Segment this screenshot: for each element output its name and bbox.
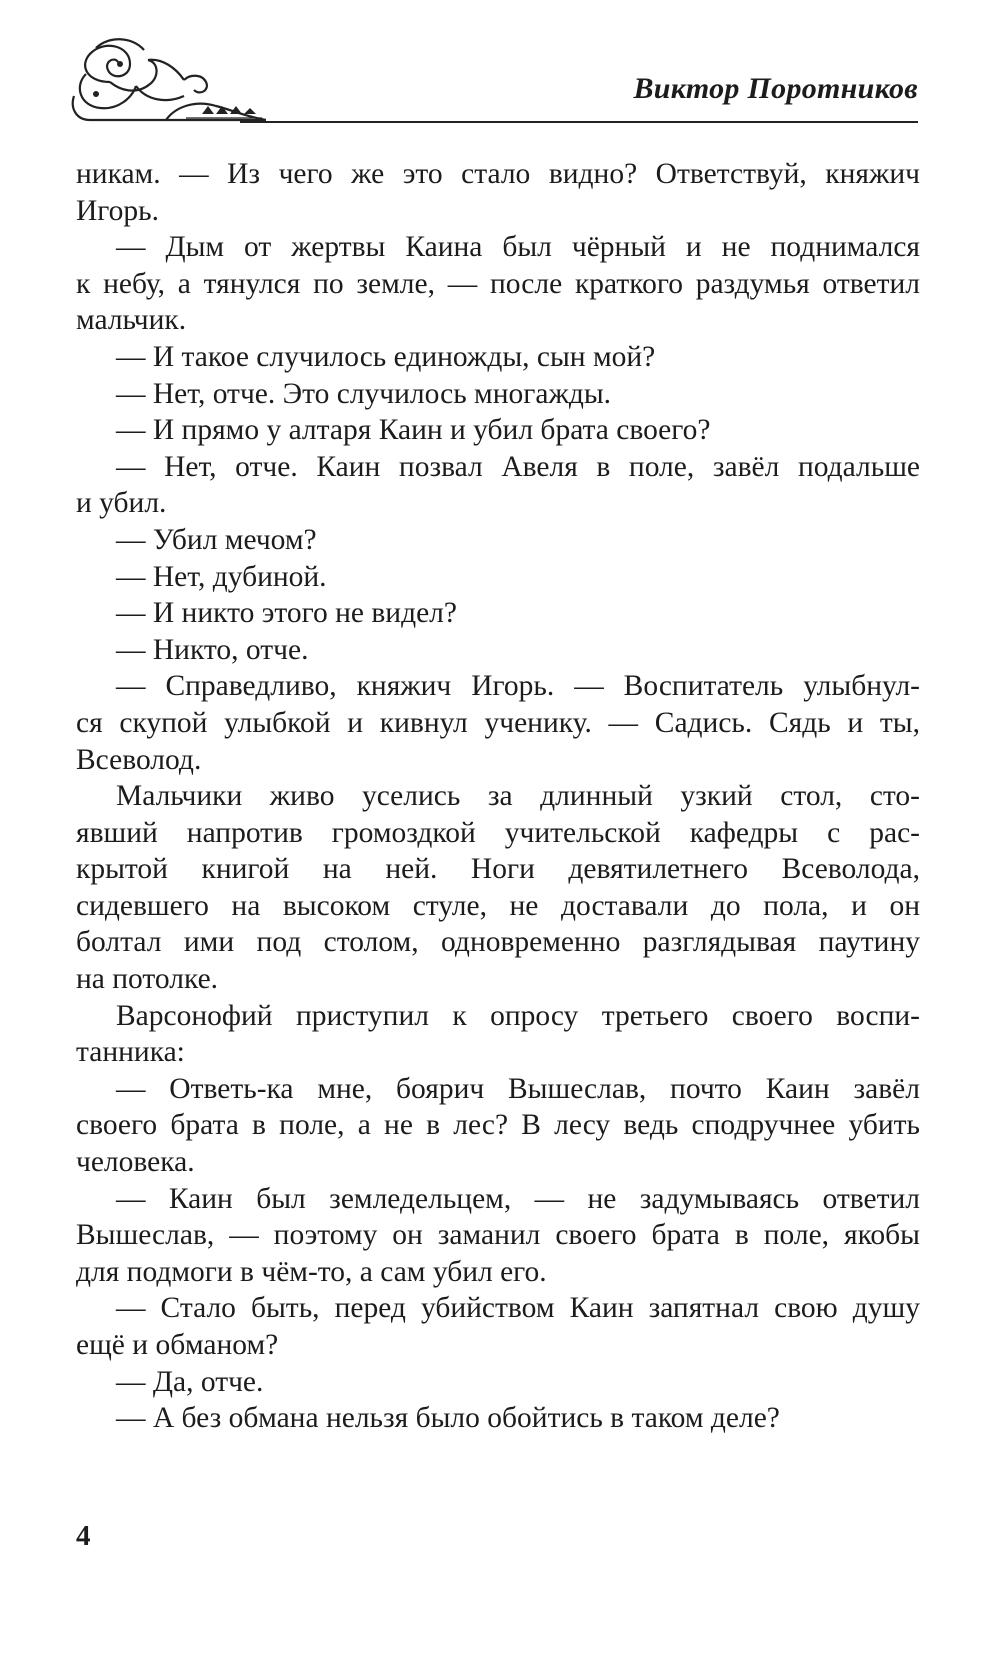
text-line: — И такое случилось единожды, сын мой? xyxy=(116,340,656,373)
text-line: для подмоги в чём-то, а сам убил его. xyxy=(76,1255,547,1288)
text-line: — Нет, дубиной. xyxy=(116,560,327,593)
text-line: танника: xyxy=(76,1036,185,1069)
text-line: никам. — Из чего же это стало видно? Ответствуй, княжич xyxy=(76,158,920,190)
text-line: явший напротив громоздкой учительской кафедры с рас- xyxy=(76,816,920,849)
text-line: Всеволод. xyxy=(76,743,202,776)
text-line: — Ответь-ка мне, боярич Вышеслав, почто Каин завёл xyxy=(116,1072,920,1105)
text-line: — Нет, отче. Это случилось многажды. xyxy=(116,377,612,410)
running-header-author: Виктор Поротников xyxy=(633,72,918,105)
text-line: к небу, а тянулся по земле, — после краткого раздумья ответил xyxy=(76,267,920,300)
text-line: крытой книгой на ней. Ноги девятилетнего Всеволода, xyxy=(76,853,920,886)
decorative-vine-ornament-icon xyxy=(66,34,266,124)
text-line: — Нет, отче. Каин позвал Авеля в поле, завёл подальше xyxy=(116,450,920,483)
text-line: на потолке. xyxy=(76,963,219,996)
text-line: — А без обмана нельзя было обойтись в таком деле? xyxy=(116,1402,780,1435)
text-line: — Стало быть, перед убийством Каин запятнал свою душу xyxy=(116,1292,920,1325)
text-line: — И прямо у алтаря Каин и убил брата своего? xyxy=(116,414,711,447)
text-line: ся скупой улыбкой и кивнул ученику. — Садись. Сядь и ты, xyxy=(76,706,920,739)
text-line: болтал ими под столом, одновременно разглядывая паутину xyxy=(76,926,920,959)
text-line: — Справедливо, княжич Игорь. — Воспитатель улыбнул- xyxy=(116,670,920,703)
text-line: и убил. xyxy=(76,487,167,520)
body-text xyxy=(76,156,920,1437)
text-line: Мальчики живо уселись за длинный узкий стол, сто- xyxy=(116,780,920,813)
text-line: — Убил мечом? xyxy=(116,523,317,556)
text-line: ещё и обманом? xyxy=(76,1329,279,1361)
header-divider xyxy=(240,121,918,123)
text-line: — Каин был земледельцем, — не задумываясь ответил xyxy=(116,1182,920,1215)
text-line: своего брата в поле, а не в лес? В лесу ведь сподручнее убить xyxy=(76,1109,920,1142)
page-number: 4 xyxy=(76,1520,91,1552)
text-line: Вышеслав, — поэтому он заманил своего брата в поле, якобы xyxy=(76,1219,920,1252)
text-line: Варсонофий приступил к опросу третьего своего воспи- xyxy=(116,999,920,1032)
text-line: — И никто этого не видел? xyxy=(116,597,457,630)
text-line: Игорь. xyxy=(76,194,159,227)
page-header xyxy=(0,0,1000,140)
text-line: — Дым от жертвы Каина был чёрный и не поднимался xyxy=(116,231,920,264)
text-line: мальчик. xyxy=(76,304,187,337)
text-line: сидевшего на высоком стуле, не доставали до пола, и он xyxy=(76,889,920,922)
text-line: — Да, отче. xyxy=(116,1365,264,1398)
text-line: — Никто, отче. xyxy=(116,633,309,666)
text-line: человека. xyxy=(76,1146,195,1179)
